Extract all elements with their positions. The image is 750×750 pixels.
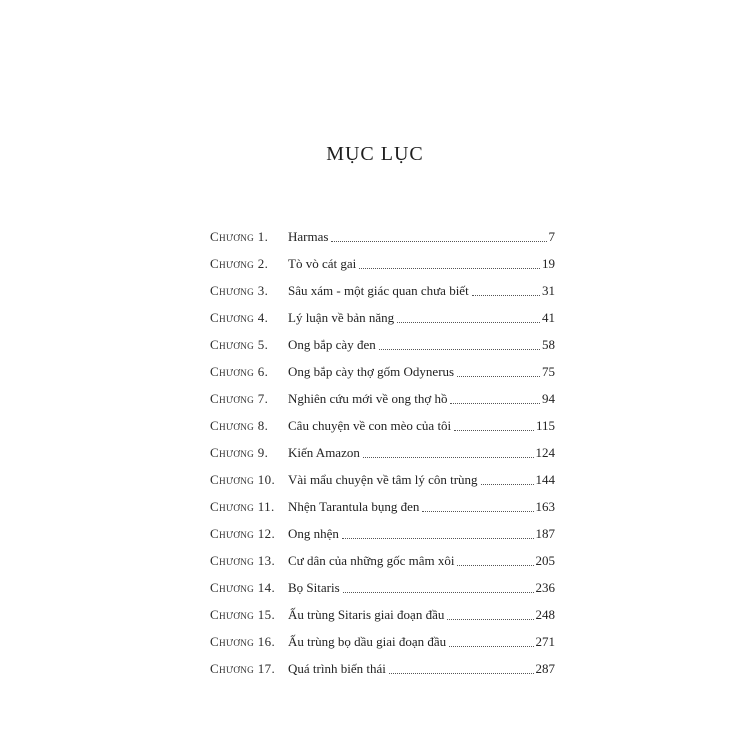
dot-leader (450, 402, 540, 404)
page-number: 58 (542, 337, 555, 352)
chapter-title: Quá trình biến thái (288, 661, 386, 676)
dot-leader (454, 429, 534, 431)
toc-entry (210, 488, 555, 515)
dot-leader (343, 591, 534, 593)
dot-leader (363, 456, 534, 458)
toc-entry (210, 218, 555, 245)
toc-entry (210, 596, 555, 623)
chapter-title: Bọ Sitaris (288, 580, 340, 595)
chapter-title: Cư dân của những gốc mâm xôi (288, 553, 455, 568)
dot-leader (457, 375, 540, 377)
page-number: 236 (535, 580, 555, 595)
chapter-title: Ong bắp cày đen (288, 337, 376, 352)
dot-leader (342, 537, 534, 539)
chapter-title: Nhện Tarantula bụng đen (288, 499, 420, 514)
toc-entry (210, 650, 555, 677)
chapter-number: Chương 15. (210, 607, 276, 622)
chapter-title: Tò vò cát gai (288, 256, 357, 271)
page-number: 187 (535, 526, 555, 541)
toc-entry (210, 326, 555, 353)
chapter-number: Chương 10. (210, 472, 276, 487)
page-number: 271 (535, 634, 555, 649)
page-number: 248 (535, 607, 555, 622)
chapter-number: Chương 5. (210, 337, 269, 352)
toc-entry (210, 407, 555, 434)
chapter-number: Chương 7. (210, 391, 269, 406)
dot-leader (397, 321, 540, 323)
dot-leader (422, 510, 533, 512)
page-number: 124 (535, 445, 555, 460)
page-number: 205 (535, 553, 555, 568)
toc-entry (210, 245, 555, 272)
chapter-title: Harmas (288, 229, 329, 244)
page-number: 144 (535, 472, 555, 487)
chapter-number: Chương 14. (210, 580, 276, 595)
chapter-number: Chương 8. (210, 418, 269, 433)
toc-entry (210, 353, 555, 380)
chapter-title: Nghiên cứu mới về ong thợ hồ (288, 391, 448, 406)
chapter-title: Ong nhện (288, 526, 339, 541)
dot-leader (481, 483, 534, 485)
toc-entry (210, 272, 555, 299)
dot-leader (447, 618, 533, 620)
page-number: 94 (542, 391, 555, 406)
chapter-number: Chương 12. (210, 526, 276, 541)
toc-entry (210, 623, 555, 650)
page-number: 19 (542, 256, 555, 271)
page-number: 115 (535, 418, 555, 433)
chapter-title: Ấu trùng bọ dầu giai đoạn đầu (288, 634, 447, 649)
toc-entry (210, 515, 555, 542)
table-of-contents (210, 218, 555, 677)
chapter-title: Sâu xám - một giác quan chưa biết (288, 283, 469, 298)
chapter-title: Ấu trùng Sitaris giai đoạn đầu (288, 607, 445, 622)
page-title: MỤC LỤC (326, 143, 424, 165)
chapter-title: Kiến Amazon (288, 445, 360, 460)
page-number: 7 (548, 229, 555, 244)
page-number: 287 (535, 661, 555, 676)
page-number: 41 (542, 310, 555, 325)
dot-leader (389, 672, 534, 674)
dot-leader (457, 564, 533, 566)
dot-leader (331, 240, 546, 242)
chapter-number: Chương 11. (210, 499, 275, 514)
toc-entry (210, 299, 555, 326)
chapter-number: Chương 4. (210, 310, 269, 325)
page-number: 31 (542, 283, 555, 298)
chapter-number: Chương 17. (210, 661, 276, 676)
toc-entry (210, 569, 555, 596)
chapter-number: Chương 3. (210, 283, 269, 298)
toc-entry (210, 380, 555, 407)
toc-entry (210, 461, 555, 488)
dot-leader (379, 348, 540, 350)
chapter-number: Chương 6. (210, 364, 269, 379)
chapter-number: Chương 13. (210, 553, 276, 568)
chapter-number: Chương 16. (210, 634, 276, 649)
dot-leader (472, 294, 540, 296)
toc-entry (210, 434, 555, 461)
chapter-title: Câu chuyện về con mèo của tôi (288, 418, 452, 433)
toc-entry (210, 542, 555, 569)
dot-leader (449, 645, 533, 647)
dot-leader (359, 267, 540, 269)
chapter-title: Lý luận về bản năng (288, 310, 395, 325)
page-number: 75 (542, 364, 555, 379)
page-number: 163 (535, 499, 555, 514)
chapter-number: Chương 9. (210, 445, 269, 460)
chapter-title: Vài mẩu chuyện về tâm lý côn trùng (288, 472, 478, 487)
chapter-number: Chương 2. (210, 256, 269, 271)
chapter-number: Chương 1. (210, 229, 269, 244)
chapter-title: Ong bắp cày thợ gốm Odynerus (288, 364, 455, 379)
